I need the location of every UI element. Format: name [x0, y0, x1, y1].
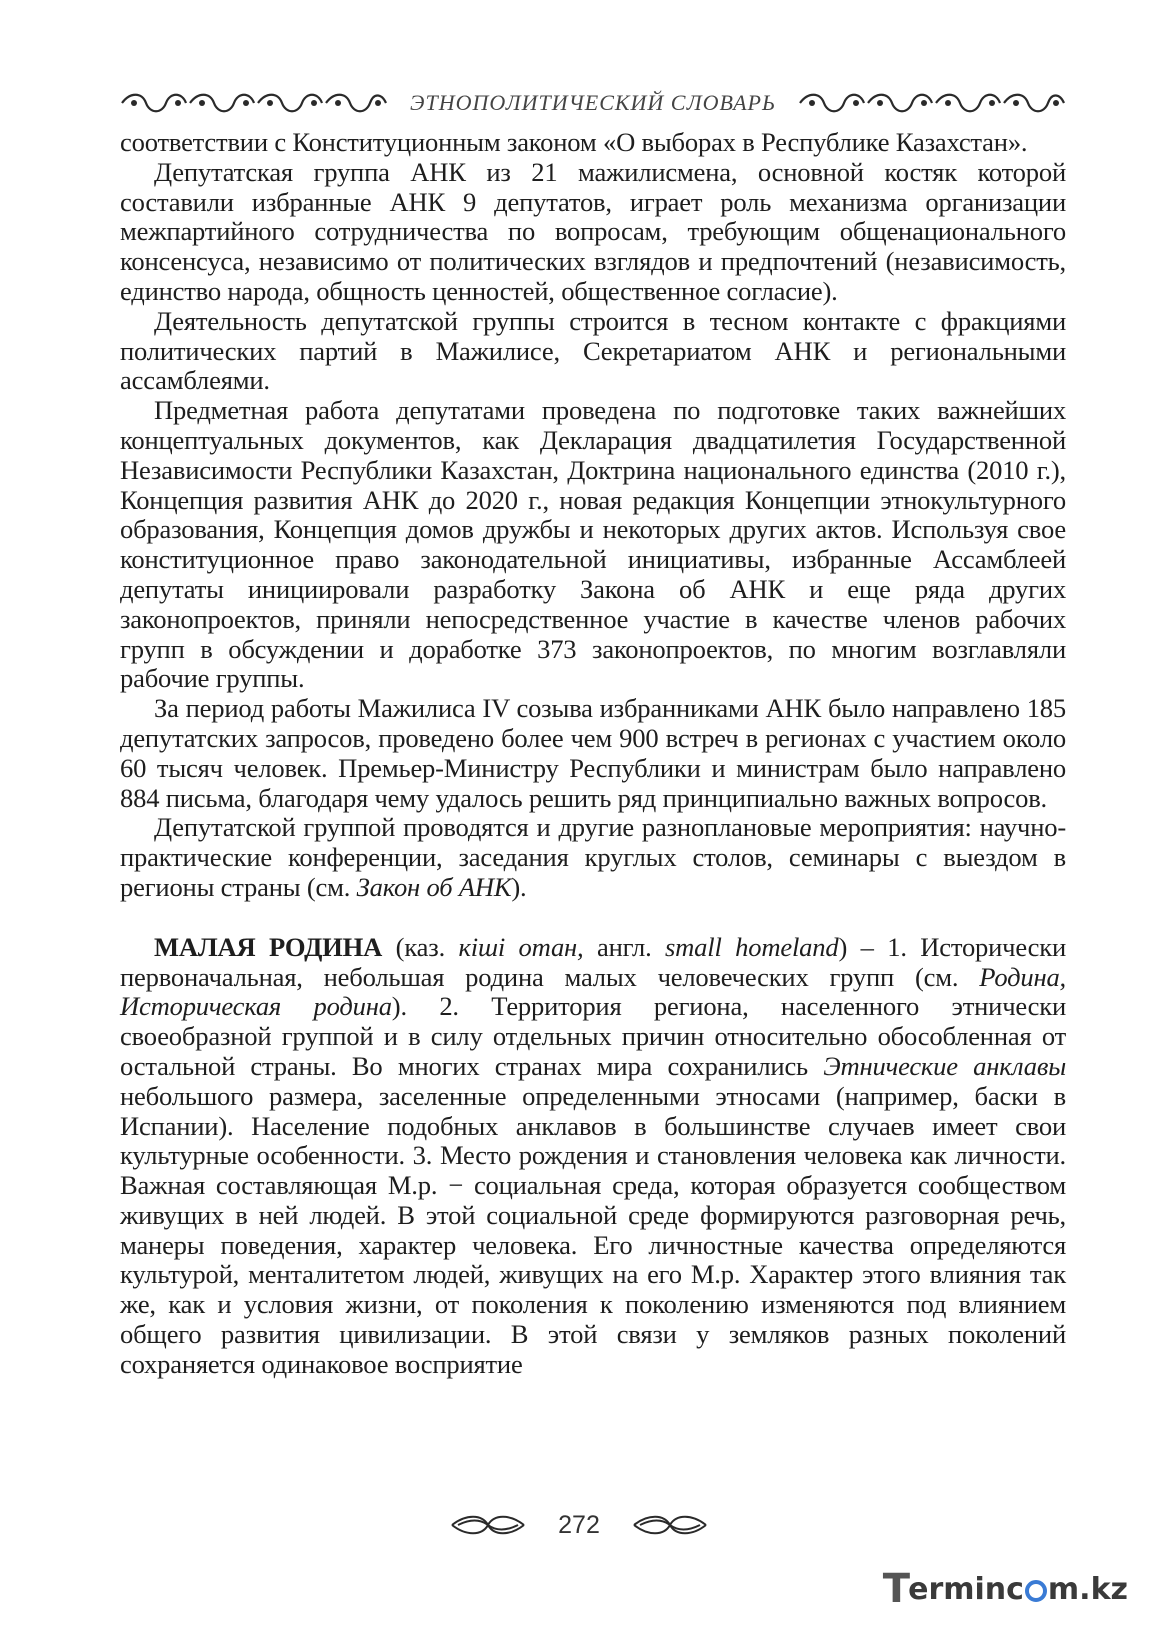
swirl-left-icon — [448, 1512, 528, 1538]
entry-text-5: небольшого размера, заселенные определенными этносами (например, баски в Испании). Население подобных анклавов в большинстве случаев имеет свои культурные особенности. 3. Место рождения и становления человека как личности. Важная составляющая М.р. − социальная среда, которая образуется сообществом живущих в ней людей. В этой социальной среде формируются разговорная речь, манеры поведения, характер человека. Его личностные качества определяются культурой, менталитетом людей, живущих на его М.р. Характер этого влияния так же, как и условия жизни, от поколения к поколению изменяются под влиянием общего развития цивилизации. В этой связи у земляков разных поколений сохраняется одинаковое восприятие — [120, 1080, 1066, 1379]
watermark-logo — [883, 1567, 1128, 1611]
cross-reference-enclaves: Этнические анклавы — [823, 1050, 1067, 1081]
cross-reference-rodina: Родина, Историческая родина — [120, 961, 1066, 1022]
events-text-end: ). — [511, 871, 527, 902]
entry-text-4: ). 2. Территория региона, населенного этнически своеобразной группой и в силу отдельных причин относительно обособленная от остальной страны. Во многих странах мира сохранились — [120, 991, 1066, 1081]
ornament-right-icon — [798, 90, 1066, 116]
entry-text-2: англ. — [583, 931, 666, 962]
events-text-start: Депутатской группой проводятся и другие разноплановые мероприятия: научно-практические конференции, заседания круглых столов, семинары с выездом в регионы страны (см. — [120, 812, 1066, 902]
swirl-right-icon — [630, 1512, 710, 1538]
page-number: 272 — [558, 1510, 600, 1539]
ornament-left-icon — [120, 90, 388, 116]
paragraph-continuation: соответствии с Конституционным законом «О выборах в Республике Казахстан». — [120, 127, 1028, 157]
entry-text-3: ) – 1. Исторически первоначальная, небольшая родина малых человеческих групп (см. — [120, 931, 1066, 992]
entry-kazakh-term: кіші отан, — [458, 931, 584, 962]
paragraph-events — [120, 813, 1066, 902]
dictionary-entry-malaya-rodina — [120, 933, 1066, 1380]
paragraph-work: Предметная работа депутатами проведена по подготовке таких важнейших концептуальных документов, как Декларация двадцатилетия Государственной Независимости Республики Казахстан, Доктрина национального единства (2010 г.), Концепция развития АНК до 2020 г., новая редакция Концепции этнокультурного образования, Концепция домов дружбы и некоторых других актов. Используя свое конституционное право законодательной инициативы, избранные Ассамблеей депутаты инициировали разработку Закона об АНК и еще ряда других законопроектов, приняли непосредственное участие в качестве членов рабочих групп в обсуждении и доработке 373 законопроектов, по многим возглавляли рабочие группы. — [120, 395, 1066, 694]
paragraph-activity: Деятельность депутатской группы строится в тесном контакте с фракциями политических партий в Мажилисе, Секретариатом АНК и региональными ассамблеями. — [120, 305, 1066, 396]
watermark-initial: T — [882, 1566, 911, 1612]
paragraph-deputy-group: Депутатская группа АНК из 21 мажилисмена, основной костяк которой составили избранные АНК 9 депутатов, играет роль механизма организации межпартийного сотрудничества по вопросам, требующим общенационального консенсуса, независимо от политических взглядов и предпочтений (независимость, единство народа, общность ценностей, общественное согласие). — [120, 156, 1066, 306]
entry-english-term: small homeland — [665, 931, 839, 962]
running-header — [120, 86, 1066, 120]
watermark-o-icon — [1025, 1580, 1047, 1602]
cross-reference-law: Закон об АНК — [356, 871, 512, 902]
page-footer — [0, 1505, 1158, 1545]
body-text — [120, 128, 1066, 1380]
header-title: ЭТНОПОЛИТИЧЕСКИЙ СЛОВАРЬ — [410, 90, 776, 115]
watermark-text-1: erminc — [908, 1571, 1024, 1607]
paragraph-period: За период работы Мажилиса IV созыва избранниками АНК было направлено 185 депутатских запросов, проведено более чем 900 встреч в регионах с участием около 60 тысяч человек. Премьер-Министру Республики и министрам было направлено 884 письма, благодаря чему удалось решить ряд принципиально важных вопросов. — [120, 693, 1066, 813]
entry-term: МАЛАЯ РОДИНА — [154, 931, 383, 962]
entry-text-1: (каз. — [382, 931, 459, 962]
watermark-text-2: m.kz — [1047, 1571, 1128, 1607]
